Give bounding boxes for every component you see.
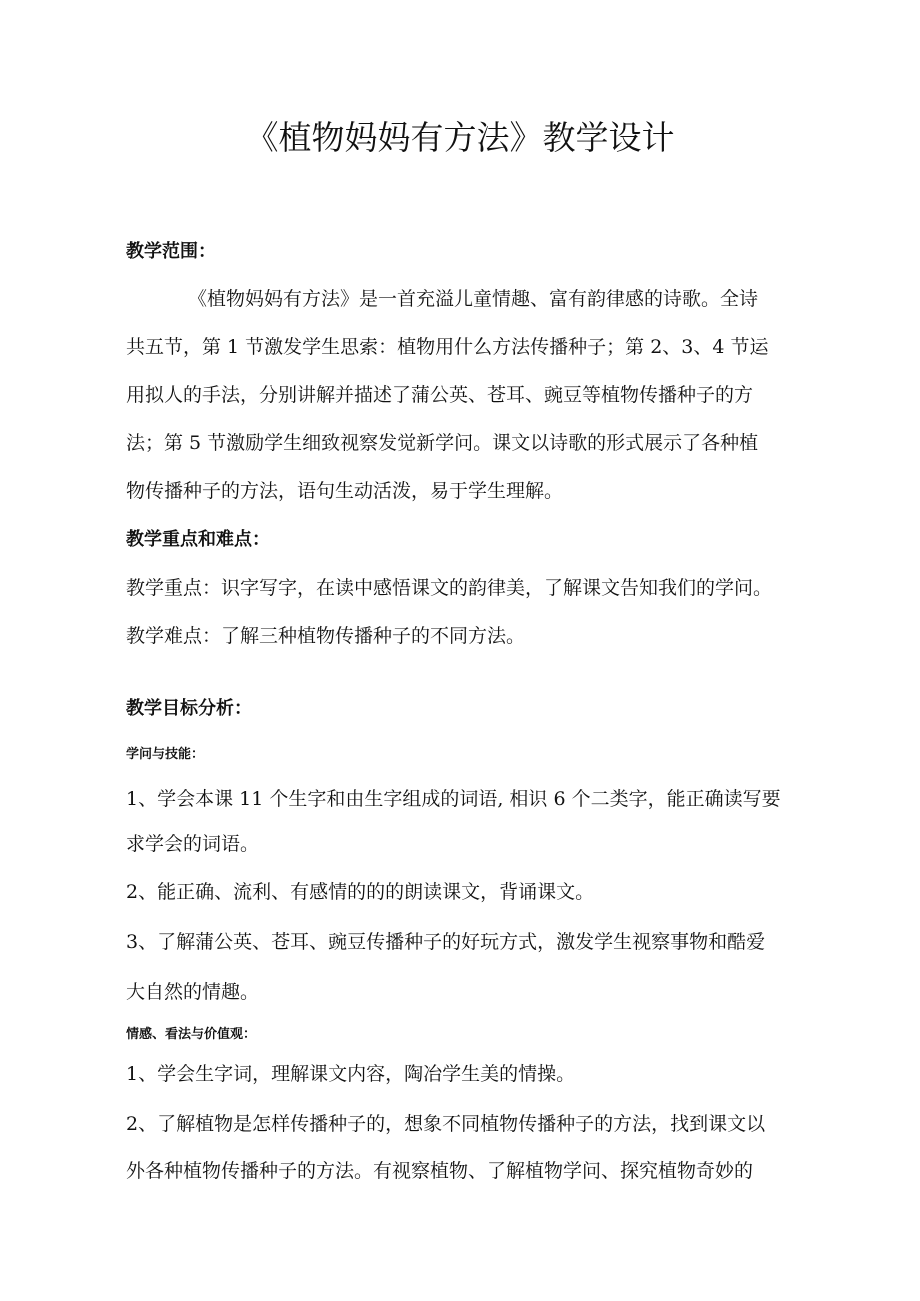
knowledge-line: 3、了解蒲公英、苍耳、豌豆传播种子的好玩方式，激发学生视察事物和酷爱 — [126, 931, 766, 953]
scope-line: 《植物妈妈有方法》是一首充溢儿童情趣、富有韵律感的诗歌。全诗 — [188, 288, 759, 310]
document-title: 《植物妈妈有方法》教学设计 — [245, 118, 675, 157]
section-heading-objectives: 教学目标分析： — [126, 698, 252, 719]
emotion-line: 2、了解植物是怎样传播种子的，想象不同植物传播种子的方法，找到课文以 — [126, 1113, 766, 1135]
knowledge-line: 大自然的情趣。 — [126, 981, 260, 1003]
subheading-emotion: 情感、看法与价值观： — [126, 1027, 257, 1042]
scope-line: 共五节，第 1 节激发学生思索：植物用什么方法传播种子；第 2、3、4 节运 — [126, 336, 769, 358]
scope-line: 用拟人的手法，分别讲解并描述了蒲公英、苍耳、豌豆等植物传播种子的方 — [126, 384, 754, 406]
scope-line: 物传播种子的方法，语句生动活泼，易于学生理解。 — [126, 480, 564, 502]
key-point-line: 教学重点：识字写字，在读中感悟课文的韵律美，了解课文告知我们的学问。 — [126, 577, 773, 599]
knowledge-line: 1、学会本课 11 个生字和由生字组成的词语, 相识 6 个二类字，能正确读写要 — [126, 788, 781, 810]
knowledge-line: 2、能正确、流利、有感情的的的朗读课文，背诵课文。 — [126, 881, 595, 903]
knowledge-line: 求学会的词语。 — [126, 833, 260, 855]
section-heading-key-points: 教学重点和难点： — [126, 529, 270, 550]
emotion-line: 外各种植物传播种子的方法。有视察植物、了解植物学问、探究植物奇妙的 — [126, 1160, 754, 1182]
scope-line: 法；第 5 节激励学生细致视察发觉新学问。课文以诗歌的形式展示了各种植 — [126, 432, 759, 454]
subheading-knowledge: 学问与技能： — [126, 747, 205, 762]
section-heading-scope: 教学范围： — [126, 241, 216, 262]
emotion-line: 1、学会生字词，理解课文内容，陶冶学生美的情操。 — [126, 1063, 576, 1085]
key-point-line: 教学难点：了解三种植物传播种子的不同方法。 — [126, 625, 526, 647]
